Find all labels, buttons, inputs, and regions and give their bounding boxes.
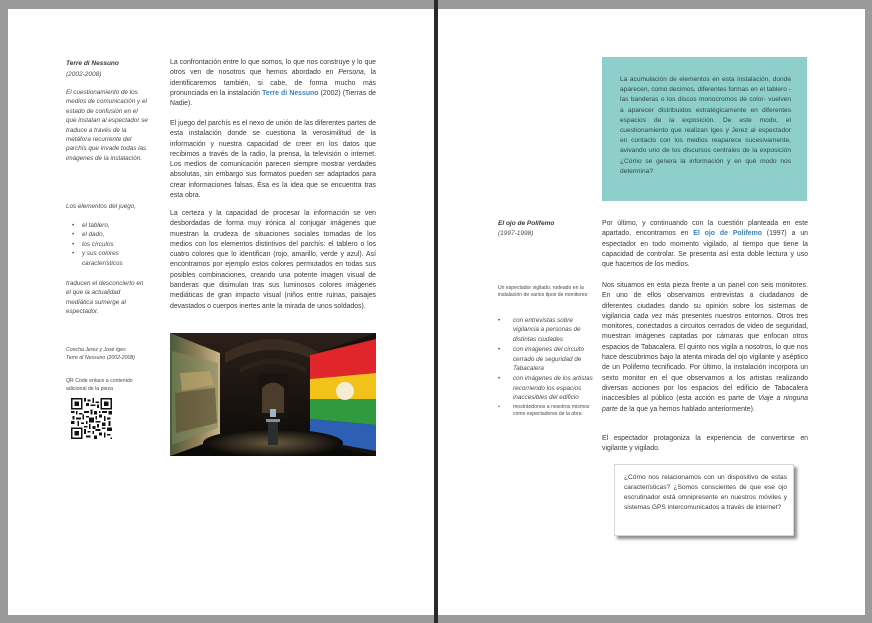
list-item: • con entrevistas sobre vigilancia a personas de distintas ciudades (498, 316, 596, 344)
paragraph-text: , la identificaremos también, si cabe, de forma mucho más pronunciada en la instalación (170, 69, 376, 97)
link-terre-di-nessuno[interactable]: Terre di Nessuno (262, 89, 319, 97)
paragraph-parchis: El juego del parchís es el nexo de unión de las diferentes partes de esta instalación donde se cuestiona la verosimilitud de la información y nuestra capacidad de creer en los datos que recibimos a través de la radio, la prensa, la televisión o internet. Los medios de comunicación parecen siempre mostrar verdades absolutas, sin embargo sus formatos pueden ser adaptados para crear informaciones falsas. Ésa es la idea que se encuentra tras esta obra. (170, 120, 376, 200)
sidebar-elements-list (72, 221, 150, 268)
qr-note: QR Code enlace a contenido adicional de la pieza (66, 378, 133, 392)
paragraph-text: de la que ya hemos hablado anteriormente). (617, 405, 755, 413)
list-item: • mostrándonos a nosotros mismos como espectadores de la obra (498, 404, 596, 419)
paragraph-certeza: La certeza y la capacidad de procesar la información se ven desbordadas de forma muy irónica al conjugar imágenes que muestran la crudeza de situaciones sociales tomadas de los medios con los elementos distintivos del parchís: el tablero o los cuatro colores que lo identifican (rojo, amarillo, verde y azul). Así encontramos por ejemplo estos colores permutados en todas sus posibles combinaciones, creando una potente imagen visual de banderas que disimulan tras sus luminosos colores imágenes mediáticas de gran impacto visual (niños entre ruinas, paisajes devastados o cuerpos inertes ante la mirada de unos soldados). (170, 210, 376, 310)
callout-box (602, 57, 807, 201)
sidebar-artwork-years: (2002-2008) (66, 71, 102, 78)
left-page (8, 9, 434, 615)
sidebar-conclusion: traducen el desconcierto en el que la actualidad mediática sumerge al espectador. (66, 280, 144, 316)
list-item: • con imágenes del circuito cerrado de seguridad de Tabacalera (498, 345, 596, 373)
question-box (614, 464, 794, 536)
monitor-types-list (498, 316, 596, 419)
paragraph-text: Nos situamos en esta pieza frente a un panel con seis monitores. En uno de ellos observamos entrevistas a ciudadanos de diferentes ciudades dando su opinión sobre los sistemas de vigilancia cada vez más presentes nuestros entornos. Otros tres monitores, conectados a circuitos cerrados de video de seguridad, muestran imágenes captadas por cámaras que enfocan otros espacios de Tabacalera. El quinto nos vigila a nosotros, lo que nos hace descubrimos bajo la atenta mirada del ojo vigilante y aséptico de un Polifemo tecnificado. Por último, la instalación incorpora un sexto monitor en el que observamos a los artistas realizando diversas acciones por los espacios del edificio de Tabacalera inaccesibles al público (esta acción es parte de (602, 282, 808, 403)
artwork-name-viaje: Viaje a ninguna parte (602, 395, 808, 413)
list-item: • el dado, (72, 230, 150, 239)
photo-credit: Concha Jerez y José Iges Terre di Nessuno (2002-2008) (66, 347, 136, 361)
paragraph-espectador: El espectador protagoniza la experiencia de convertirse en vigilante y vigilado. (602, 435, 808, 453)
paragraph-text: Por último, y continuando con la cuestión planteada en este apartado, encontramos en (602, 220, 808, 238)
qr-code-icon[interactable] (71, 398, 112, 439)
list-item: • el tablero, (72, 221, 150, 230)
paragraph-intro (170, 58, 376, 109)
sidebar-intro: Un espectador vigilado, rodeado en la instalación de varios tipos de monitores: (498, 285, 589, 299)
link-el-ojo-de-polifemo[interactable]: El ojo de Polifemo (693, 230, 762, 238)
paragraph-text: (2002) (Tierras de Nadie). (170, 89, 376, 108)
paragraph-monitores (602, 281, 808, 415)
sidebar-elements-heading: Los elementos del juego, (66, 203, 137, 210)
question-text: ¿Cómo nos relacionamos con un dispositivo de estas características? ¿Somos conscientes de que ese ojo escrutinador está omnipresente en nuestros móviles y sistemas GPS intercomunicados a través de internet? (624, 474, 787, 511)
list-item: • con imágenes de los artistas recorriendo los espacios inaccesibles del edificio (498, 374, 596, 402)
sidebar-description: El cuestionamiento de los medios de comunicación y el estado de confusión en el que instalan al espectador se traduce a través de la metáfora recurrente del parchís que invade todas las imágenes de la instalación. (66, 89, 148, 162)
list-item: • los círculos (72, 240, 150, 249)
sidebar-artwork-title: Terre di Nessuno (66, 60, 119, 67)
paragraph-polifemo-intro (602, 219, 808, 270)
paragraph-text: La confrontación entre lo que somos, lo que nos construye y lo que otros ven de nosotros que hemos abordado en (170, 59, 376, 77)
sidebar-artwork-title: El ojo de Polifemo (498, 220, 555, 227)
list-item: • y sus colores característicos (72, 249, 150, 268)
sidebar-artwork-years: (1997-1998) (498, 230, 534, 237)
artwork-name-persona: Persona (338, 69, 364, 77)
right-page (438, 9, 865, 615)
callout-text: La acumulación de elementos en esta instalación, donde aparecen, como decimos, diferentes formas en el tablero -las banderas o los discos monocromos de color- vuelven a aparecer distribuidos estratégicamente en diferentes espacios de la exposición. De este modo, el cuestionamiento que realizan Iges y Jerez al espectador en contacto con los medios reaparece sucesivamente, avivando uno de los discursos centrales de la exposición ¿Cómo se genera la información y en qué modo nos determina? (620, 76, 791, 175)
installation-photo (170, 333, 376, 456)
paragraph-text: (1997) a un espectador en todo momento vigilado, al tiempo que tiene la capacidad de controlar. Se presenta así esta doble lectura y uso que hacemos de los medios. (602, 230, 808, 269)
